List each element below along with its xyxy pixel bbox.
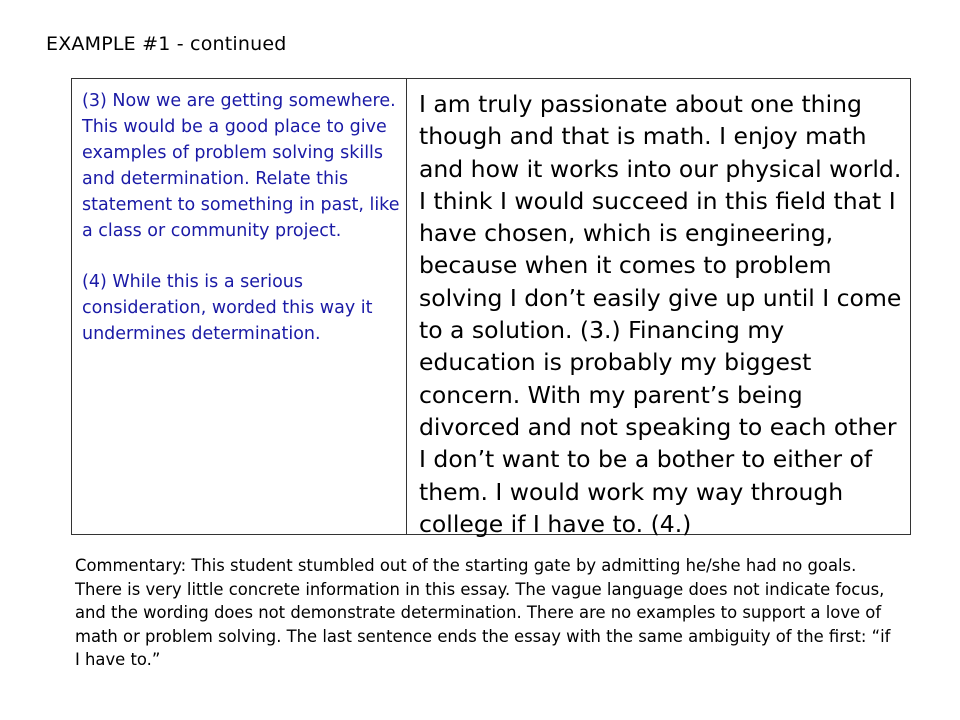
commentary-text: Commentary: This student stumbled out of the starting gate by admitting he/she had no goals. There is very little concrete information in this essay. The vague language does not indicate focus, and the wording does not demonstrate determination. There are no examples to support a love of math or problem solving. The last sentence ends the essay with the same ambiguity of the first: “if I have to.” [75,556,891,670]
essay-table [71,78,911,538]
reviewer-comment-4: (4) While this is a serious consideration, worded this way it undermines determination. [82,272,373,344]
essay-excerpt-column [407,79,910,538]
reviewer-comment-3: (3) Now we are getting somewhere. This would be a good place to give examples of problem solving skills and determination. Relate this statement to something in past, like a class or community project. [82,91,400,241]
essay-excerpt-text: I am truly passionate about one thing though and that is math. I enjoy math and how it works into our physical world. I think I would succeed in this field that I have chosen, which is engineering, because when it comes to problem solving I don’t easily give up until I come to a solution. (3.) Financing my education is probably my biggest concern. With my parent’s being divorced and not speaking to each other I don’t want to be a bother to either of them. I would work my way through college if I have to. (4.) [419,90,902,538]
reviewer-comments-column [72,79,407,534]
page-heading: EXAMPLE #1 - continued [46,33,287,55]
commentary-block [75,554,895,672]
